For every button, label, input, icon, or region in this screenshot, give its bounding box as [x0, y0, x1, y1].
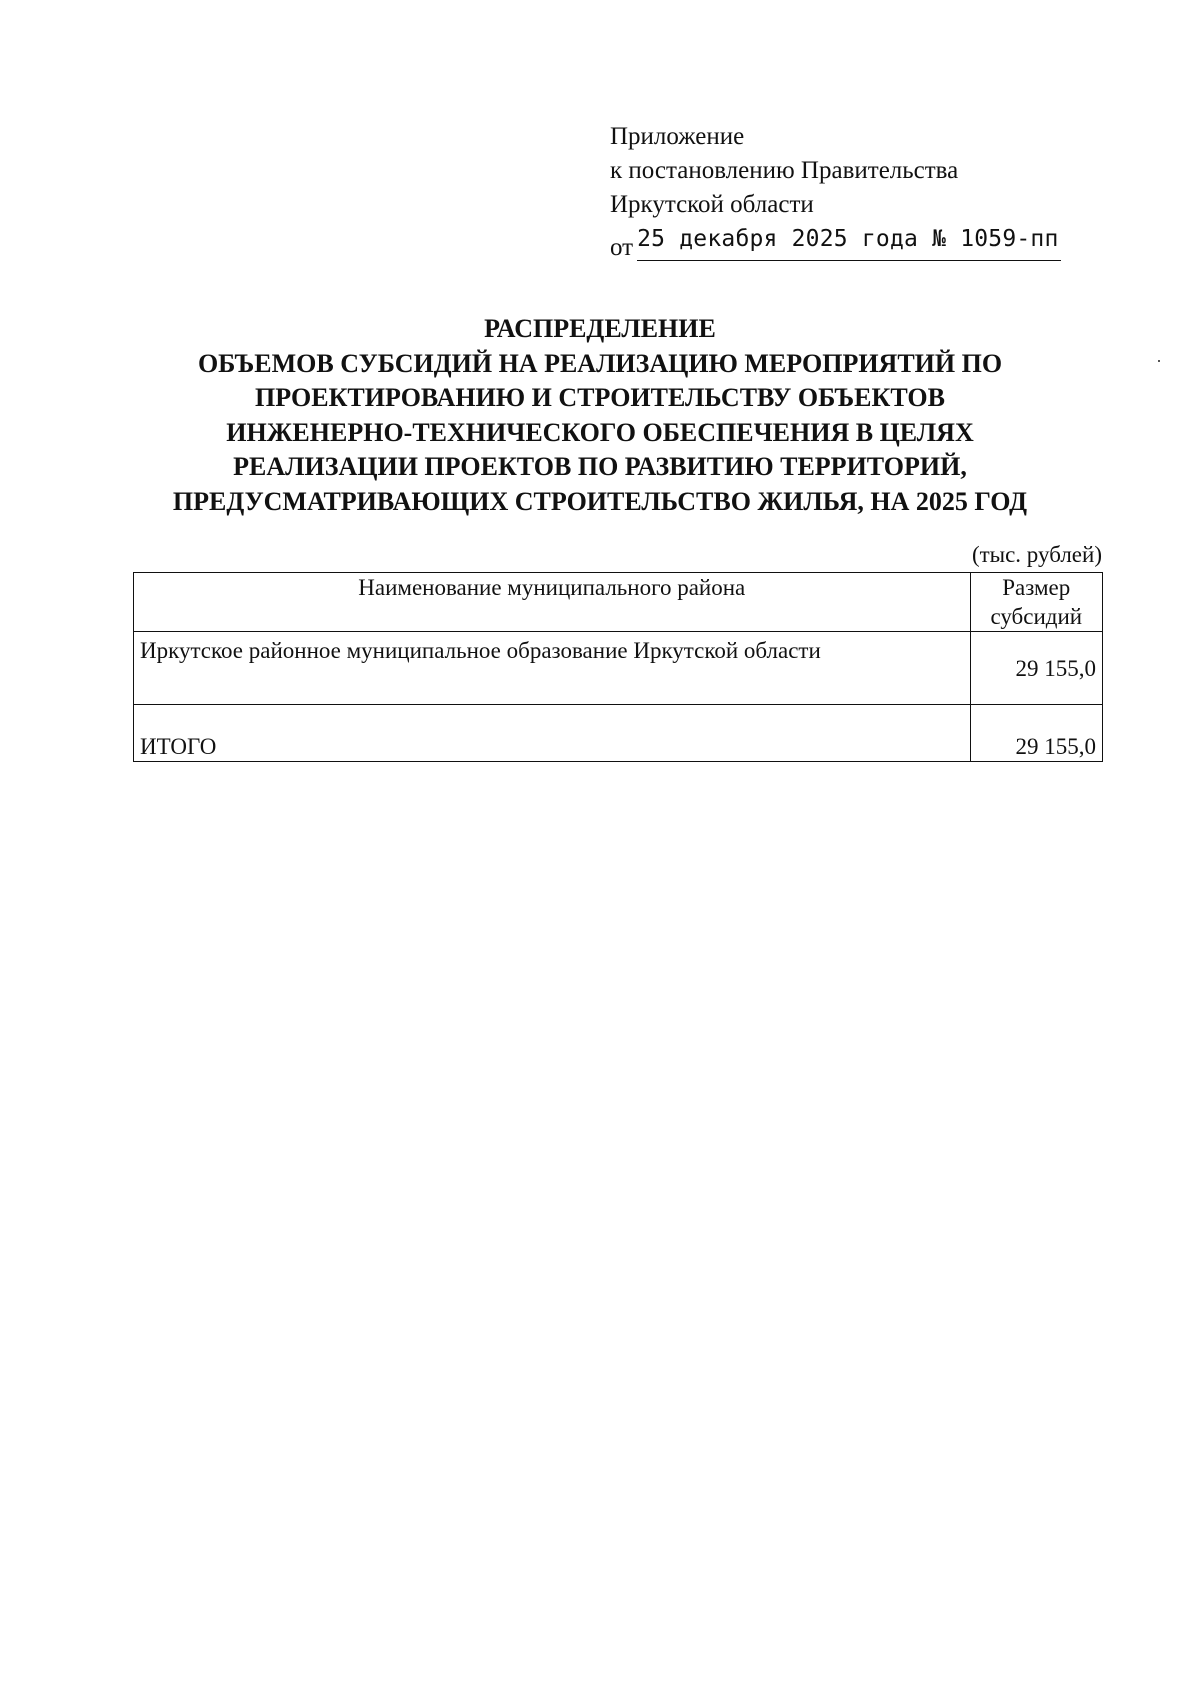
header-subsidy-size-line1: Размер	[1002, 575, 1071, 600]
total-row	[134, 705, 1103, 762]
table-header-row	[134, 573, 1103, 632]
title-line-3: ПРОЕКТИРОВАНИЮ И СТРОИТЕЛЬСТВУ ОБЪЕКТОВ	[255, 383, 945, 412]
subsidy-table	[133, 572, 1103, 762]
appendix-reference: к постановлению Правительства	[610, 157, 959, 184]
header-municipality-name: Наименование муниципального района	[134, 573, 971, 632]
table-row	[134, 632, 1103, 705]
title-line-6: ПРЕДУСМАТРИВАЮЩИХ СТРОИТЕЛЬСТВО ЖИЛЬЯ, НА 2025 ГОД	[172, 486, 1028, 516]
title-line-5: РЕАЛИЗАЦИИ ПРОЕКТОВ ПО РАЗВИТИЮ ТЕРРИТОРИЙ,	[233, 452, 967, 481]
total-label-cell: ИТОГО	[134, 705, 971, 762]
title-line-2: ОБЪЕМОВ СУБСИДИЙ НА РЕАЛИЗАЦИЮ МЕРОПРИЯТИЙ ПО	[197, 348, 1003, 378]
total-value-cell: 29 155,0	[970, 705, 1102, 762]
subsidy-value-cell: 29 155,0	[970, 632, 1102, 705]
header-subsidy-size-line2: субсидий	[990, 604, 1083, 629]
appendix-region: Иркутской области	[610, 191, 814, 218]
appendix-title: Приложение	[610, 123, 745, 150]
scan-speck	[1158, 360, 1160, 362]
appendix-date-line	[610, 222, 1130, 261]
document-title	[130, 312, 1070, 519]
header-subsidy-size	[970, 573, 1102, 632]
units-note: (тыс. рублей)	[971, 542, 1102, 567]
date-prefix: от	[610, 234, 634, 261]
appendix-header	[610, 120, 1130, 261]
resolution-date-number: 25 декабря 2025 года № 1059-пп	[637, 222, 1060, 261]
title-line-4: ИНЖЕНЕРНО-ТЕХНИЧЕСКОГО ОБЕСПЕЧЕНИЯ В ЦЕЛЯХ	[226, 417, 974, 447]
municipality-name-cell: Иркутское районное муниципальное образование Иркутской области	[134, 632, 971, 705]
title-line-1: РАСПРЕДЕЛЕНИЕ	[484, 314, 716, 343]
